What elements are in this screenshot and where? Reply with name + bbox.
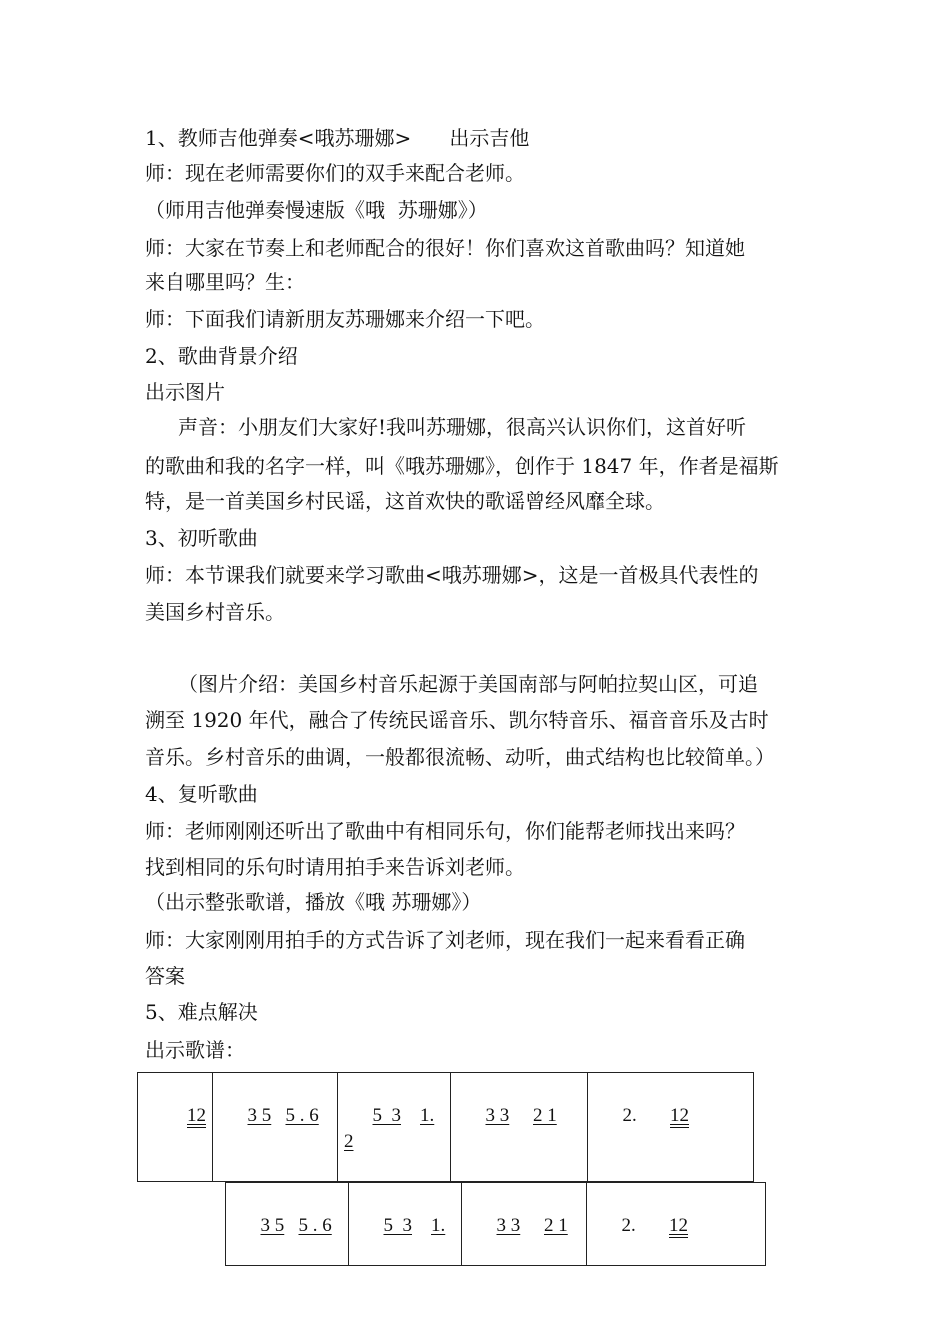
teacher-line: 师：下面我们请新朋友苏珊娜来介绍一下吧。	[145, 307, 545, 331]
step-3-heading: 3、初听歌曲	[145, 526, 258, 550]
teacher-line: 师：大家在节奏上和老师配合的很好！你们喜欢这首歌曲吗？知道她	[145, 236, 745, 260]
score-note: 2.	[621, 1215, 636, 1236]
score-cell	[462, 1183, 587, 1266]
teacher-line: 师：现在老师需要你们的双手来配合老师。	[145, 161, 525, 185]
teacher-line: 师：大家刚刚用拍手的方式告诉了刘老师，现在我们一起来看看正确	[145, 928, 745, 952]
score-note: 5 3	[372, 1105, 401, 1126]
voice-paragraph-line: 声音：小朋友们大家好!我叫苏珊娜，很高兴认识你们，这首好听	[178, 415, 747, 439]
score-cell	[587, 1183, 766, 1266]
score-note: 3 3	[496, 1215, 521, 1236]
score-table-2	[225, 1182, 766, 1266]
score-note: 5 3	[383, 1215, 412, 1236]
picture-intro-line: 音乐。乡村音乐的曲调，一般都很流畅、动听，曲式结构也比较简单。）	[145, 745, 775, 769]
score-cell	[588, 1073, 754, 1182]
score-note: 12	[187, 1105, 206, 1126]
score-cell	[349, 1183, 462, 1266]
score-cell	[338, 1073, 451, 1182]
score-note: 1.	[420, 1105, 435, 1126]
show-score-text: 出示歌谱：	[145, 1038, 245, 1062]
score-table-1	[137, 1072, 754, 1182]
score-note: 2.	[622, 1105, 637, 1126]
score-cell	[213, 1073, 338, 1182]
picture-intro-line: 溯至 1920 年代，融合了传统民谣音乐、凯尔特音乐、福音音乐及古时	[145, 708, 769, 732]
score-cell	[451, 1073, 588, 1182]
voice-paragraph-line: 特，是一首美国乡村民谣，这首欢快的歌谣曾经风靡全球。	[145, 489, 665, 513]
score-note: 1.	[431, 1215, 446, 1236]
score-note: 12	[670, 1105, 689, 1126]
score-note: 5 . 6	[285, 1105, 319, 1126]
teacher-line-continued: 美国乡村音乐。	[145, 600, 285, 624]
score-note: 5 . 6	[298, 1215, 332, 1236]
stage-direction: （师用吉他弹奏慢速版《哦 苏珊娜》）	[145, 198, 488, 222]
step-1-heading: 1、教师吉他弹奏<哦苏珊娜> 出示吉他	[145, 126, 530, 150]
picture-intro-line: （图片介绍：美国乡村音乐起源于美国南部与阿帕拉契山区，可追	[178, 672, 758, 696]
score-note: 3 3	[485, 1105, 510, 1126]
step-5-heading: 5、难点解决	[145, 1000, 258, 1024]
score-cell	[138, 1073, 213, 1182]
score-cell	[226, 1183, 349, 1266]
stage-direction: （出示整张歌谱，播放《哦 苏珊娜》）	[145, 890, 482, 914]
teacher-line: 师：老师刚刚还听出了歌曲中有相同乐句，你们能帮老师找出来吗？	[145, 819, 745, 843]
step-2-heading: 2、歌曲背景介绍	[145, 344, 298, 368]
score-note: 2 1	[533, 1105, 557, 1126]
score-note: 3 5	[247, 1105, 272, 1126]
score-note: 2 1	[544, 1215, 568, 1236]
show-picture-text: 出示图片	[145, 380, 225, 404]
teacher-line-continued: 找到相同的乐句时请用拍手来告诉刘老师。	[145, 855, 525, 879]
teacher-line: 师：本节课我们就要来学习歌曲<哦苏珊娜>，这是一首极具代表性的	[145, 563, 759, 587]
teacher-line-continued: 来自哪里吗？生：	[145, 270, 305, 294]
voice-paragraph-line: 的歌曲和我的名字一样，叫《哦苏珊娜》，创作于 1847 年，作者是福斯	[145, 454, 779, 478]
score-note: 2	[344, 1131, 354, 1152]
score-note: 12	[669, 1215, 688, 1236]
teacher-line-continued: 答案	[145, 964, 185, 988]
score-note: 3 5	[260, 1215, 285, 1236]
step-4-heading: 4、复听歌曲	[145, 782, 258, 806]
